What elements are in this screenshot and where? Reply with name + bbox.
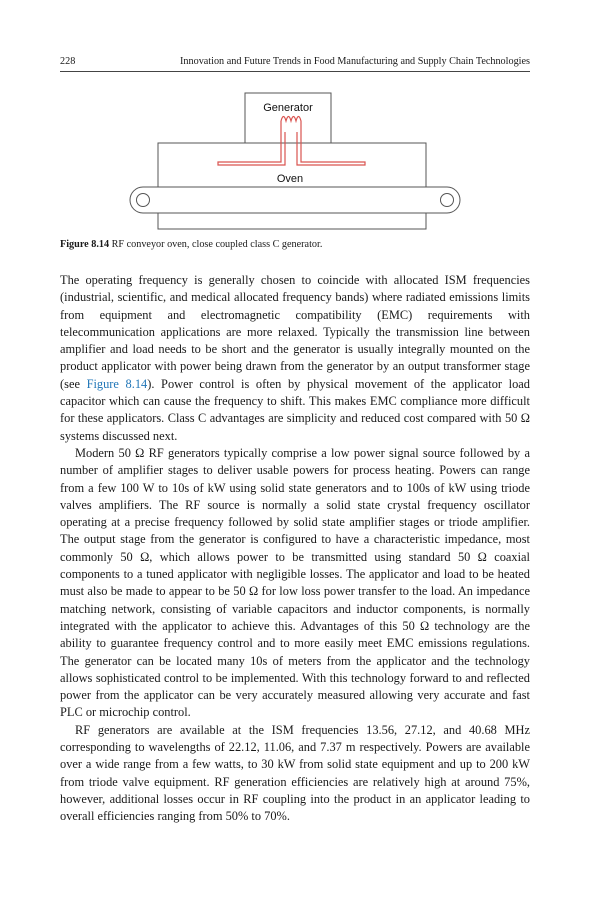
figure-caption — [60, 239, 530, 250]
paragraph-1: The operating frequency is generally chosen to coincide with allocated ISM frequencies (industrial, scientific, and medical allocated frequency bands) where radiated emissions limits from equipment and electromagnetic compatibility (EMC) requirements with telecommunication applications are more relaxed. Typically the transmission line between amplifier and load needs to be short and the generator is usually integrally mounted on the product applicator with power being drawn from the generator by an output transformer stage (see Figure 8.14). Power control is often by physical movement of the applicator load capacitor which can cause the frequency to shift. This makes EMC compliance more difficult for these applicators. Class C advantages are simplicity and reduced cost compared with 50 Ω systems discussed next. — [60, 273, 530, 443]
right-roller — [441, 194, 454, 207]
left-roller — [137, 194, 150, 207]
oven-diagram — [120, 90, 470, 235]
generator-label: Generator — [263, 102, 313, 114]
page-number: 228 — [60, 56, 76, 67]
figure-rf-conveyor-oven — [120, 90, 470, 235]
oven-label: Oven — [276, 173, 304, 185]
figure-caption-text: RF conveyor oven, close coupled class C generator. — [111, 239, 323, 250]
body-text — [60, 272, 530, 826]
paragraph-3: RF generators are available at the ISM frequencies 13.56, 27.12, and 40.68 MHz corresponding to wavelengths of 22.12, 11.06, and 7.37 m respectively. Powers are available over a wide range from a few watts, to 30 kW from solid state equipment and up to 200 kW from triode valve equipment. RF generation efficiencies are relatively high at around 75%, however, additional losses occur in RF coupling into the product in an applicator leading to overall efficiencies ranging from 50% to 70%. — [60, 722, 530, 824]
running-title: Innovation and Future Trends in Food Manufacturing and Supply Chain Technologies — [180, 56, 530, 67]
figure-reference-link[interactable]: Figure 8.14 — [86, 376, 148, 391]
generator-box — [245, 93, 331, 143]
page-header — [60, 56, 530, 70]
paragraph-2: Modern 50 Ω RF generators typically comprise a low power signal source followed by a number of amplifier stages to deliver usable powers for process heating. Powers can range from a few 100 W to 10s of kW using solid state generators and to 100s of kW using triode valves amplifiers. The RF source is normally a solid state crystal frequency oscillator operating at a precise frequency followed by solid state amplifier stages or triode amplifier. The output stage from the generator is configured to have a characteristic impedance, most commonly 50 Ω, which allows power to be transmitted using standard 50 Ω coaxial components to a tuned applicator with negligible losses. The applicator and load to be heated must also be made to appear to be 50 Ω for low loss power transfer to the load. An impedance matching network, consisting of variable capacitors and inductor components, is normally integrated with the applicator to achieve this. Advantages of this 50 Ω technology are the ability to guarantee frequency control and to more easily meet EMC emissions regulations. The generator can be located many 10s of meters from the applicator and the technology allows sophisticated control to be implemented. With this technology forward to and reflected power from the applicator can be very accurately measured allowing very accurate and fast PLC or microchip control. — [60, 445, 530, 720]
figure-caption-label: Figure 8.14 — [60, 239, 110, 250]
oven-base — [158, 213, 426, 229]
conveyor-belt — [130, 187, 460, 213]
header-rule — [60, 71, 530, 72]
